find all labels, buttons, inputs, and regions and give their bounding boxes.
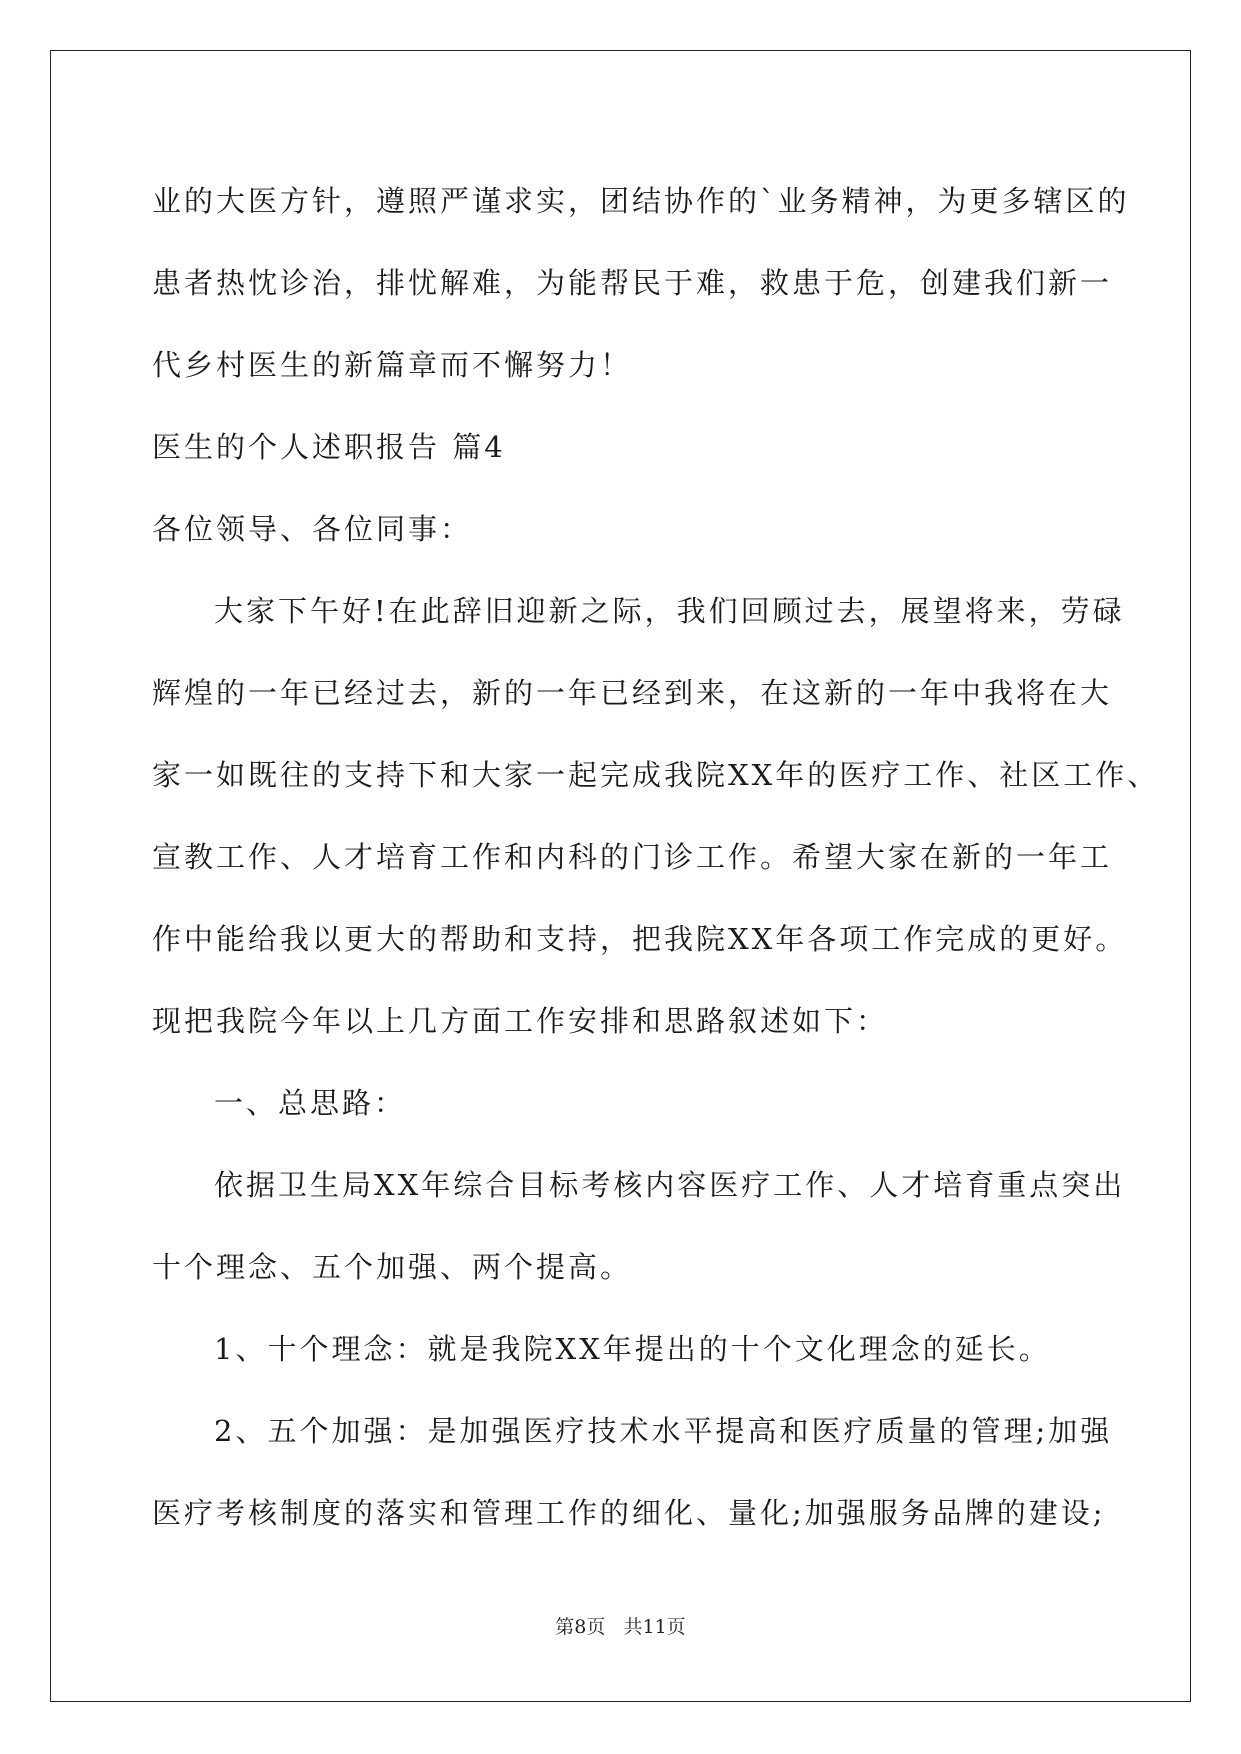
salutation: 各位领导、各位同事： bbox=[152, 512, 473, 546]
document-body bbox=[152, 160, 1160, 1554]
body-line: 辉煌的一年已经过去，新的一年已经到来，在这新的一年中我将在大 bbox=[152, 676, 1113, 710]
body-line: 十个理念、五个加强、两个提高。 bbox=[152, 1250, 633, 1284]
paragraph-line: 患者热忱诊治，排忧解难，为能帮民于难，救患于危，创建我们新一 bbox=[152, 266, 1113, 300]
body-line: 家一如既往的支持下和大家一起完成我院XX年的医疗工作、社区工作、 bbox=[152, 758, 1160, 792]
body-line: 医疗考核制度的落实和管理工作的细化、量化;加强服务品牌的建设; bbox=[152, 1496, 1106, 1530]
paragraph-line: 代乡村医生的新篇章而不懈努力！ bbox=[152, 348, 633, 382]
body-line: 1、十个理念：就是我院XX年提出的十个文化理念的延长。 bbox=[214, 1332, 1051, 1366]
section-title: 医生的个人述职报告 篇4 bbox=[152, 430, 506, 464]
body-line: 作中能给我以更大的帮助和支持，把我院XX年各项工作完成的更好。 bbox=[152, 922, 1128, 956]
body-line: 大家下午好!在此辞旧迎新之际，我们回顾过去，展望将来，劳碌 bbox=[214, 594, 1125, 628]
page-number: 第8页 共11页 bbox=[555, 1616, 686, 1638]
body-line: 现把我院今年以上几方面工作安排和思路叙述如下： bbox=[152, 1004, 889, 1038]
heading-line: 一、总思路： bbox=[214, 1086, 407, 1120]
body-line: 2、五个加强：是加强医疗技术水平提高和医疗质量的管理;加强 bbox=[214, 1414, 1113, 1448]
body-line: 依据卫生局XX年综合目标考核内容医疗工作、人才培育重点突出 bbox=[214, 1168, 1126, 1202]
paragraph-line: 业的大医方针，遵照严谨求实，团结协作的`业务精神，为更多辖区的 bbox=[152, 184, 1130, 218]
body-line: 宣教工作、人才培育工作和内科的门诊工作。希望大家在新的一年工 bbox=[152, 840, 1113, 874]
